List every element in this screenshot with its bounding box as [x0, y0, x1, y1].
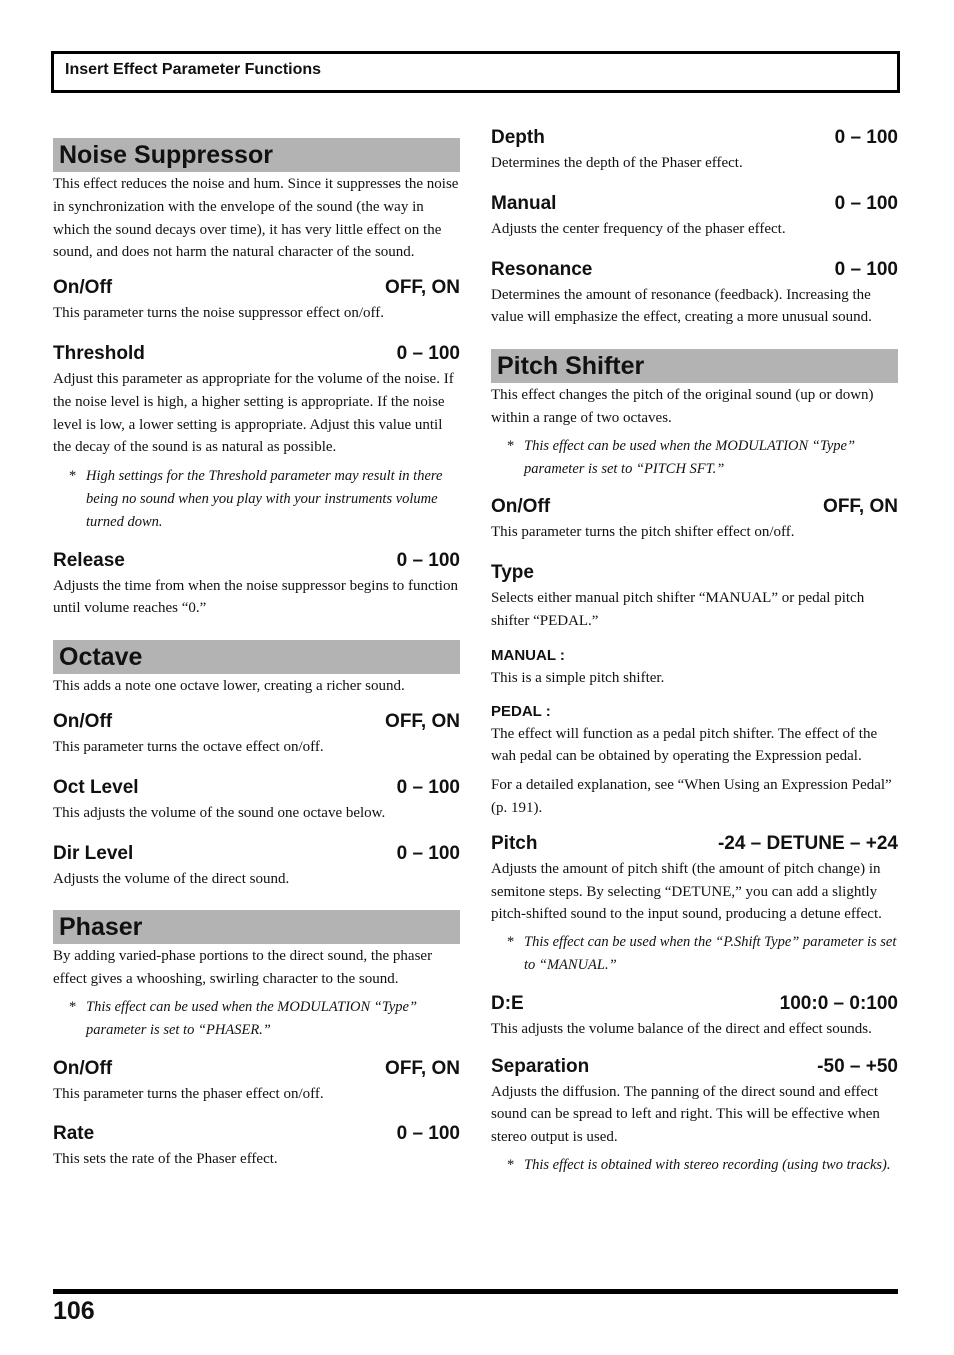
param-depth — [491, 126, 898, 150]
note-text: This effect can be used when the MODULATION “Type” parameter is set to “PHASER.” — [86, 998, 418, 1038]
section-title-noise-suppressor: Noise Suppressor — [53, 138, 460, 172]
param-name: Threshold — [53, 342, 145, 364]
pedal-description: The effect will function as a pedal pitch shifter. The effect of the wah pedal can be obtained by operating the Expression pedal. — [491, 725, 878, 765]
note-marker: * — [507, 1156, 515, 1173]
note-text: This effect can be used when the MODULATION “Type” parameter is set to “PITCH SFT.” — [524, 437, 856, 477]
param-manual — [491, 192, 898, 216]
header-title: Insert Effect Parameter Functions — [65, 61, 322, 78]
param-description: This parameter turns the phaser effect on/off. — [53, 1085, 324, 1102]
param-description: Adjusts the amount of pitch shift (the amount of pitch change) in semitone steps. By selecting “DETUNE,” you can add a slightly pitch-shifted sound to the input sound, producing a detune effect. — [491, 860, 882, 923]
param-range: 0 – 100 — [834, 127, 898, 148]
param-threshold — [53, 342, 460, 366]
param-description: This parameter turns the octave effect on/off. — [53, 738, 324, 755]
param-description: Adjusts the center frequency of the phaser effect. — [491, 220, 786, 237]
param-description: Adjusts the volume of the direct sound. — [53, 870, 290, 887]
note-text: This effect can be used when the “P.Shift Type” parameter is set to “MANUAL.” — [524, 934, 897, 973]
param-description: This adjusts the volume of the sound one octave below. — [53, 804, 386, 821]
octave-description: This adds a note one octave lower, creating a richer sound. — [53, 678, 405, 695]
param-dir-level — [53, 842, 460, 866]
param-description: This parameter turns the noise suppressor effect on/off. — [53, 305, 385, 322]
param-range: 0 – 100 — [396, 342, 460, 364]
param-de — [491, 992, 898, 1016]
param-name: Dir Level — [53, 842, 134, 864]
param-name: Pitch — [491, 832, 538, 854]
section-title-phaser: Phaser — [53, 910, 460, 944]
footer-rule — [53, 1289, 898, 1294]
param-description: Adjust this parameter as appropriate for the volume of the noise. If the noise level is high, a higher setting is appropriate. If the noise level is low, a lower setting is appropriate. Adjust this value until the decay of the sound is as natural as possible. — [53, 370, 454, 456]
param-range: 0 – 100 — [834, 192, 898, 214]
page-number: 106 — [53, 1297, 95, 1325]
param-name: On/Off — [53, 1057, 113, 1079]
param-name: On/Off — [53, 710, 113, 732]
param-name: Resonance — [491, 258, 593, 280]
param-range: 0 – 100 — [396, 776, 460, 798]
param-range: 0 – 100 — [396, 1123, 460, 1145]
param-range: OFF, ON — [823, 496, 898, 518]
noise-suppressor-description: This effect reduces the noise and hum. Since it suppresses the noise in synchronization with the envelope of the sound (the way in which the sound decays over time), it has very little effect on the sound, and does not harm the natural character of the sound. — [53, 176, 459, 261]
param-name: Release — [53, 549, 125, 571]
param-pitch — [491, 832, 898, 856]
param-description: Selects either manual pitch shifter “MANUAL” or pedal pitch shifter “PEDAL.” — [491, 590, 865, 629]
param-rate — [53, 1122, 460, 1146]
param-range: -50 – +50 — [817, 1055, 898, 1077]
manual-description: This is a simple pitch shifter. — [491, 669, 665, 686]
param-description: Adjusts the diffusion. The panning of the direct sound and effect sound can be spread to left and right. This will be effective when stereo output is used. — [491, 1083, 880, 1146]
note-marker: * — [69, 468, 77, 485]
param-release — [53, 549, 460, 573]
pitch-shifter-description: This effect changes the pitch of the original sound (up or down) within a range of two octaves. — [491, 387, 874, 426]
param-description: Adjusts the time from when the noise suppressor begins to function until volume reaches “0.” — [53, 577, 458, 617]
separation-note — [491, 1154, 898, 1177]
param-name: Separation — [491, 1055, 590, 1077]
note-marker: * — [507, 934, 515, 951]
pitch-shifter-note — [491, 435, 898, 481]
param-description: This adjusts the volume balance of the direct and effect sounds. — [491, 1020, 872, 1037]
param-oct-level — [53, 776, 460, 800]
param-separation — [491, 1055, 898, 1079]
param-range: 0 – 100 — [396, 549, 460, 571]
left-column — [53, 126, 460, 1171]
phaser-note — [53, 996, 460, 1042]
param-phaser-onoff — [53, 1057, 460, 1081]
param-description: This parameter turns the pitch shifter effect on/off. — [491, 524, 795, 541]
pitch-note — [491, 931, 898, 977]
pedal-reference: For a detailed explanation, see “When Using an Expression Pedal” (p. 191). — [491, 777, 892, 816]
param-octave-onoff — [53, 710, 460, 734]
note-marker: * — [69, 998, 77, 1015]
pedal-label: PEDAL : — [491, 702, 551, 720]
param-range: -24 – DETUNE – +24 — [717, 832, 898, 854]
param-range: OFF, ON — [385, 1057, 460, 1079]
param-name: Type — [491, 562, 534, 584]
param-noise-onoff — [53, 276, 460, 300]
threshold-note — [53, 465, 460, 533]
param-range: 100:0 – 0:100 — [779, 992, 898, 1014]
param-range: 0 – 100 — [834, 258, 898, 280]
param-pitch-onoff — [491, 495, 898, 519]
section-title-octave: Octave — [53, 640, 460, 674]
param-description: Determines the amount of resonance (feedback). Increasing the value will emphasize the effect, creating a more unusual sound. — [491, 286, 872, 326]
manual-label: MANUAL : — [491, 646, 565, 664]
param-range: OFF, ON — [385, 710, 460, 732]
param-name: On/Off — [53, 277, 113, 299]
phaser-description: By adding varied-phase portions to the direct sound, the phaser effect gives a whooshing, swirling character to the sound. — [53, 948, 433, 988]
header-box — [51, 51, 900, 93]
param-range: 0 – 100 — [396, 842, 460, 864]
note-marker: * — [507, 437, 515, 454]
note-text: High settings for the Threshold parameter may result in there being no sound when you play with your instruments volume turned down. — [86, 468, 443, 530]
param-range: OFF, ON — [385, 277, 460, 299]
note-text: This effect is obtained with stereo recording (using two tracks). — [524, 1156, 891, 1173]
param-name: Oct Level — [53, 776, 139, 798]
param-name: Depth — [491, 127, 545, 148]
param-name: Rate — [53, 1123, 95, 1145]
param-resonance — [491, 258, 898, 282]
param-name: D:E — [491, 992, 524, 1014]
param-name: Manual — [491, 192, 557, 214]
param-description: This sets the rate of the Phaser effect. — [53, 1151, 278, 1168]
param-type — [491, 561, 898, 585]
param-description: Determines the depth of the Phaser effect. — [491, 155, 743, 171]
param-name: On/Off — [491, 496, 551, 518]
section-title-pitch-shifter: Pitch Shifter — [491, 349, 898, 383]
right-column — [491, 126, 898, 1177]
